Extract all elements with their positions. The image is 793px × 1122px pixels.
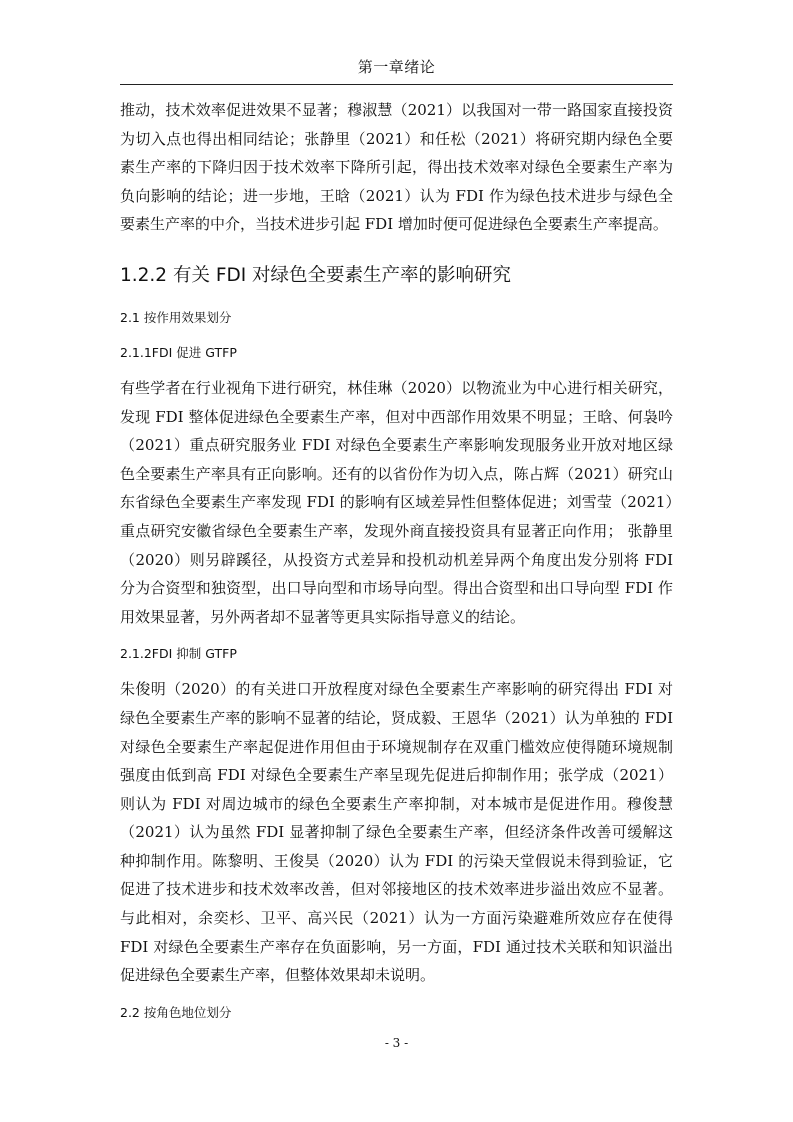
paragraph-promotes: 有些学者在行业视角下进行研究，林佳琳（2020）以物流业为中心进行相关研究，发现 FDI 整体促进绿色全要素生产率，但对中西部作用效果不明显；王晗、何袅吟（2021）重点研究服务业 FDI 对绿色全要素生产率影响发现服务业开放对地区绿色全要素生产率具有正向影响。还有的以省份作为切入点，陈占辉（2021）研究山东省绿色全要素生产率发现 FDI 的影响有区域差异性但整体促进；刘雪莹（2021）重点研究安徽省绿色全要素生产率，发现外商直接投资具有显著正向作用； 张静里（2020）则另辟蹊径，从投资方式差异和投机动机差异两个角度出发分别将 FDI 分为合资型和独资型，出口导向型和市场导向型。得出合资型和出口导向型 FDI 作用效果显著，另外两者却不显著等更具实际指导意义的结论。 xyxy=(120,378,673,626)
header-divider xyxy=(120,84,673,85)
subheading-fdi-inhibits: 2.1.2FDI 抑制 GTFP xyxy=(120,646,237,662)
subheading-by-role: 2.2 按角色地位划分 xyxy=(120,1004,232,1020)
page-body xyxy=(120,96,673,1022)
paragraph-inhibits: 朱俊明（2020）的有关进口开放程度对绿色全要素生产率影响的研究得出 FDI 对绿色全要素生产率的影响不显著的结论，贤成毅、王恩华（2021）认为单独的 FDI 对绿色全要素生产率起促进作用但由于环境规制存在双重门槛效应使得随环境规制强度由低到高 FDI 对绿色全要素生产率呈现先促进后抑制作用；张学成（2021）则认为 FDI 对周边城市的绿色全要素生产率抑制，对本城市是促进作用。穆俊慧（2021）认为虽然 FDI 显著抑制了绿色全要素生产率，但经济条件改善可缓解这种抑制作用。陈黎明、王俊昊（2020）认为 FDI 的污染天堂假说未得到验证，它促进了技术进步和技术效率改善，但对邻接地区的技术效率进步溢出效应不显著。与此相对，余奕杉、卫平、高兴民（2021）认为一方面污染避难所效应存在使得 FDI 对绿色全要素生产率存在负面影响，另一方面，FDI 通过技术关联和知识溢出促进绿色全要素生产率，但整体效果却未说明。 xyxy=(120,680,673,985)
paragraph-continued: 推动，技术效率促进效果不显著；穆淑慧（2021）以我国对一带一路国家直接投资为切入点也得出相同结论；张静里（2021）和任松（2021）将研究期内绿色全要素生产率的下降归因于技术效率下降所引起，得出技术效率对绿色全要素生产率为负向影响的结论；进一步地，王晗（2021）认为 FDI 作为绿色技术进步与绿色全要素生产率的中介，当技术进步引起 FDI 增加时便可促进绿色全要素生产率提高。 xyxy=(120,101,673,234)
subheading-fdi-promotes: 2.1.1FDI 促进 GTFP xyxy=(120,344,237,360)
subheading-by-effect: 2.1 按作用效果划分 xyxy=(120,309,232,325)
running-header: 第一章绪论 xyxy=(357,58,436,76)
page-number: - 3 - xyxy=(384,1036,409,1050)
section-heading: 1.2.2 有关 FDI 对绿色全要素生产率的影响研究 xyxy=(120,264,512,286)
